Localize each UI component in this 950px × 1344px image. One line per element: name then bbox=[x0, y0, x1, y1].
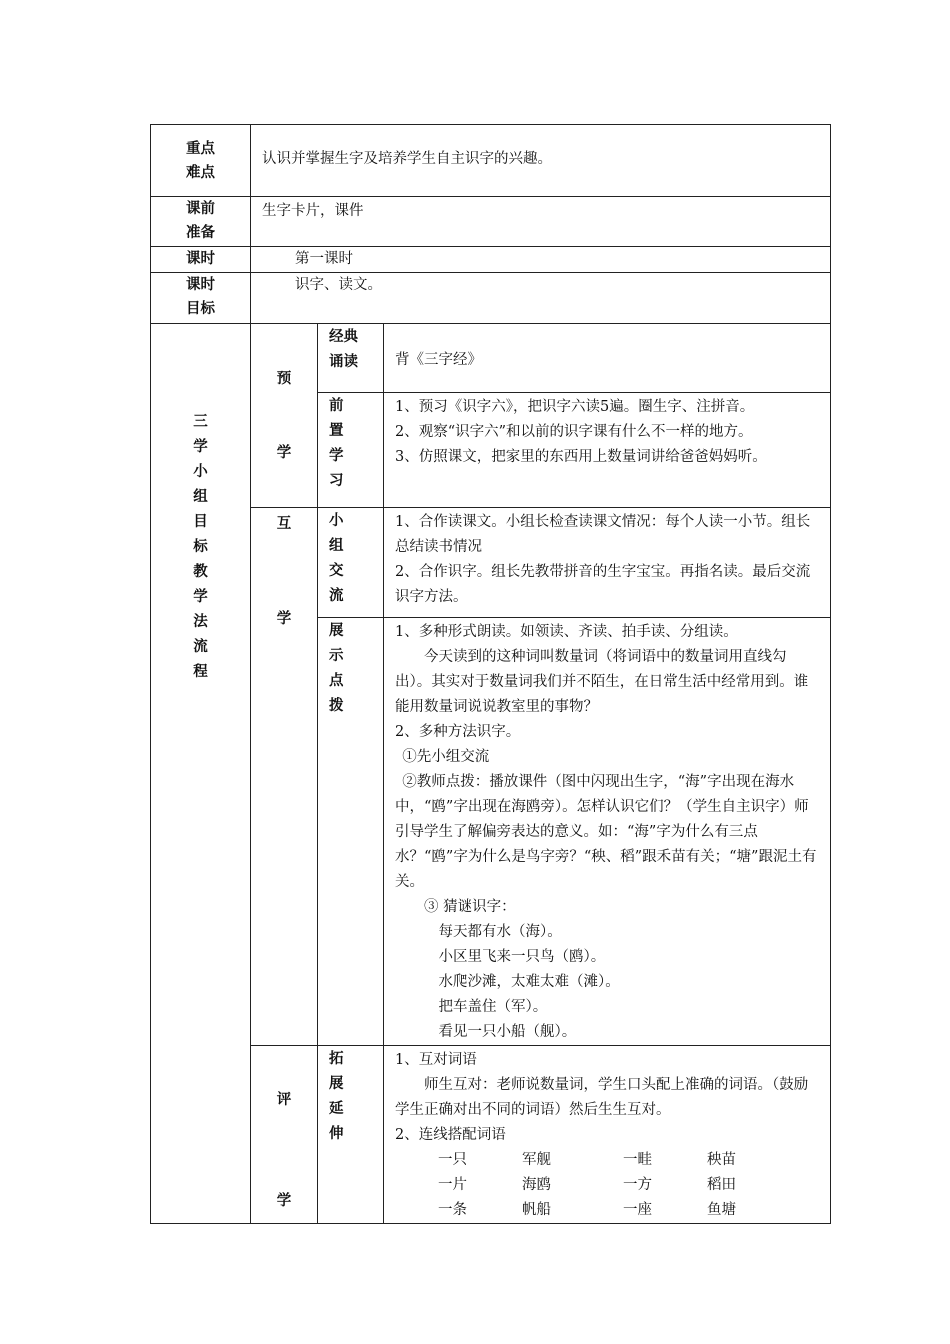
extend-label: 拓 展 延 伸 bbox=[318, 1046, 384, 1224]
lesson-plan-table bbox=[150, 124, 831, 1224]
match-row: 一条 帆船 一座 鱼塘 bbox=[438, 1202, 736, 1218]
extend-text: 1、互对词语 师生互对：老师说数量词，学生口头配上准确的词语。（鼓励学生正确对出不同的词语）然后生生互对。 2、连线搭配词语 一只 军舰 一畦 秧苗 一片 海鸥 一方 稻田 一条 帆船 一座 鱼塘 bbox=[384, 1046, 831, 1224]
prestudy-label: 前 置 学 习 bbox=[318, 393, 384, 508]
group-label: 小 组 交 流 bbox=[318, 508, 384, 618]
period-label: 课时 bbox=[151, 247, 251, 273]
preparation-text: 生字卡片，课件 bbox=[251, 197, 831, 247]
flow-title: 三 学 小 组 目 标 教 学 法 流 程 bbox=[151, 324, 251, 1224]
riddle-item: 小区里飞来一只鸟（鸥）。 bbox=[438, 949, 606, 965]
prestudy-line: 3、仿照课文，把家里的东西用上数量词讲给爸爸妈妈听。 bbox=[395, 449, 767, 465]
classic-text: 背《三字经》 bbox=[384, 324, 831, 393]
classic-label: 经典 诵读 bbox=[318, 324, 384, 393]
preparation-label: 课前 准备 bbox=[151, 197, 251, 247]
group-line: 2、合作识字。组长先教带拼音的生字宝宝。再指名读。最后交流识字方法。 bbox=[395, 564, 811, 605]
prestudy-line: 2、观察“识字六”和以前的识字课有什么不一样的地方。 bbox=[395, 424, 753, 440]
riddle-item: 每天都有水（海）。 bbox=[438, 924, 562, 940]
row-group bbox=[151, 508, 831, 618]
stage-hu-label: 互 学 bbox=[251, 508, 318, 1046]
group-text bbox=[384, 508, 831, 618]
riddle-item: 看见一只小船（舰）。 bbox=[438, 1024, 577, 1040]
riddle-item: 水爬沙滩，太难太难（滩）。 bbox=[438, 974, 620, 990]
row-goal bbox=[151, 273, 831, 324]
show-label: 展 示 点 拨 bbox=[318, 618, 384, 1046]
goal-text: 识字、读文。 bbox=[251, 273, 831, 324]
riddle-item: 把车盖住（军）。 bbox=[438, 999, 548, 1015]
match-row: 一片 海鸥 一方 稻田 bbox=[438, 1177, 736, 1193]
row-period bbox=[151, 247, 831, 273]
prestudy-line: 1、预习《识字六》，把识字六读5遍。圈生字、注拼音。 bbox=[395, 399, 755, 415]
prestudy-text bbox=[384, 393, 831, 508]
row-extend bbox=[151, 1046, 831, 1224]
key-points-text: 认识并掌握生字及培养学生自主识字的兴趣。 bbox=[251, 125, 831, 197]
goal-label: 课时 目标 bbox=[151, 273, 251, 324]
show-text: 1、多种形式朗读。如领读、齐读、拍手读、分组读。 今天读到的这种词叫数量词（将词语中的数量词用直线勾出）。其实对于数量词我们并不陌生，在日常生活中经常用到。谁能用数量词说说教室里的事物？ 2、多种方法识字。 ①先小组交流 ②教师点拨：播放课件（图中闪现出生字，“海”字出现在海水中，“鸥”字出现在海鸥旁）。怎样认识它们？（学生自主识字）师引导学生了解偏旁表达的意义。如：“海”字为什么有三点水？“鸥”字为什么是鸟字旁？“秧、稻”跟禾苗有关；“塘”跟泥土有关。 ③ 猜谜识字： 每天都有水（海）。 小区里飞来一只鸟（鸥）。 水爬沙滩，太难太难（滩）。 把车盖住（军）。 看见一只小船（舰）。 bbox=[384, 618, 831, 1046]
group-line: 1、合作读课文。小组长检查读课文情况：每个人读一小节。组长总结读书情况 bbox=[395, 514, 811, 555]
row-classic bbox=[151, 324, 831, 393]
key-points-label: 重点 难点 bbox=[151, 125, 251, 197]
stage-ping-label: 评 学 bbox=[251, 1046, 318, 1224]
stage-yu-label: 预 学 bbox=[251, 324, 318, 508]
match-row: 一只 军舰 一畦 秧苗 bbox=[438, 1152, 736, 1168]
row-preparation bbox=[151, 197, 831, 247]
row-key-points bbox=[151, 125, 831, 197]
period-text: 第一课时 bbox=[251, 247, 831, 273]
